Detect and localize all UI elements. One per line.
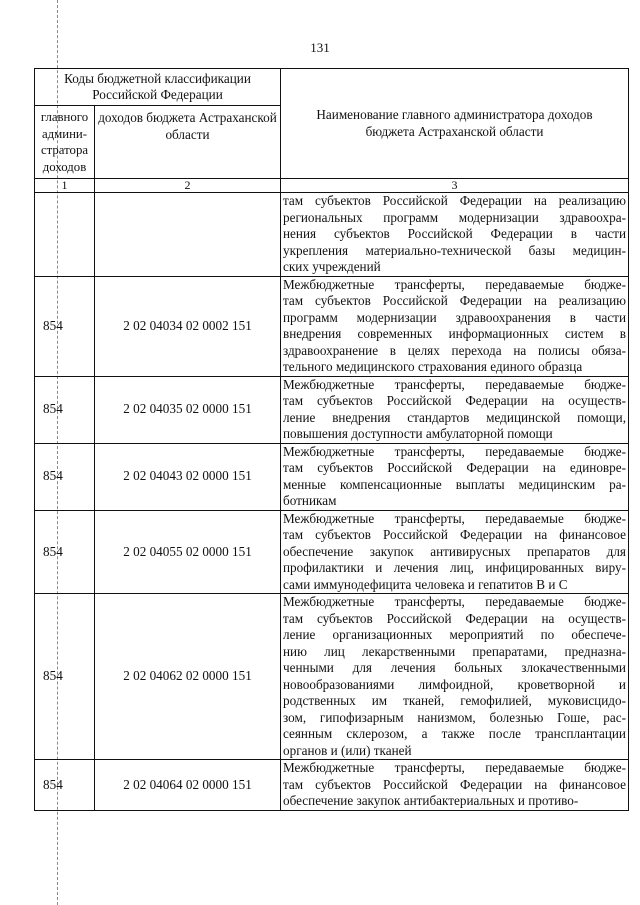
description-line: ских учреждений [283,259,381,274]
description-line: органов и (или) тканей [283,742,412,758]
revenue-code-cell [95,193,281,277]
description-cell [281,443,629,510]
description-line: обеспечение закупок антивирусных препаратов для [283,543,626,559]
description-line: профилактики и лечения лиц, инфицированных виру- [283,560,626,575]
description-line: внедрения современных информационных систем в [283,326,626,341]
revenue-code-cell: 2 02 04064 02 0000 151 [95,760,281,811]
description-line: там субъектов Российской Федерации на реализацию [283,293,626,308]
admin-code-cell: 854 [35,376,95,443]
description-cell [281,594,629,760]
table-row [35,376,629,443]
table-row [35,443,629,510]
table-row [35,594,629,760]
budget-classification-table [34,68,629,811]
table-row [35,193,629,277]
description-line: обеспечение закупок антибактериальных и противо- [283,793,579,808]
description-line: Межбюджетные трансферты, передаваемые бюдже- [283,510,626,526]
table-body [35,69,629,811]
description-line: ление внедрения стандартов медицинской помощи, [283,409,626,425]
description-line: там субъектов Российской Федерации на финансовое [283,527,626,542]
table-row [35,276,629,376]
description-line: менные компенсационные выплаты медицинским ра- [283,476,626,492]
column-number-2: 2 [95,179,281,193]
description-line: там субъектов Российской Федерации на осуществ- [283,610,626,626]
column-number-row [35,179,629,193]
admin-code-cell [35,193,95,277]
column-number-1: 1 [35,179,95,193]
admin-code-cell: 854 [35,760,95,811]
revenue-code-cell: 2 02 04062 02 0000 151 [95,594,281,760]
description-line: там субъектов Российской Федерации на осуществ- [283,393,626,408]
table-row [35,760,629,811]
description-line: Межбюджетные трансферты, передаваемые бюдже- [283,594,626,609]
header-budget-codes: Коды бюджетной классификации Российской Федерации [35,69,281,106]
admin-code-cell: 854 [35,443,95,510]
admin-code-cell: 854 [35,276,95,376]
description-line: Межбюджетные трансферты, передаваемые бюдже- [283,443,626,459]
description-line: там субъектов Российской Федерации на единовре- [283,460,626,475]
description-line: программ модернизации здравоохранения в части [283,309,626,325]
description-line: нения субъектов Российской Федерации в части [283,226,626,241]
description-line: здравоохранение в целях перехода на полисы обяза- [283,342,626,358]
description-line: нию лиц лекарственными препаратами, предназна- [283,643,626,659]
description-cell [281,376,629,443]
header-administrator-name: Наименование главного администратора доходов бюджета Астраханской области [281,69,629,179]
description-line: региональных программ модернизации здравоохра- [283,209,626,225]
description-line: повышения доступности амбулаторной помощи [283,426,553,441]
description-line: тельного медицинского страхования единого образца [283,359,583,374]
description-line: зом, гипофизарным нанизмом, болезнью Гоше, рас- [283,709,626,725]
header-chief-administrator: главного админи-стратора доходов [35,106,95,179]
description-cell [281,276,629,376]
description-line: укрепления материально-технической базы медицин- [283,242,626,258]
page-number: 131 [310,40,330,55]
revenue-code-cell: 2 02 04034 02 0002 151 [95,276,281,376]
description-line: Межбюджетные трансферты, передаваемые бюдже- [283,276,626,292]
description-line: сами иммунодефицита человека и гепатитов В и С [283,576,568,592]
revenue-code-cell: 2 02 04035 02 0000 151 [95,376,281,443]
description-line: Межбюджетные трансферты, передаваемые бюдже- [283,760,626,775]
header-budget-revenue: доходов бюджета Астраханской области [95,106,281,179]
description-line: там субъектов Российской Федерации на реализацию [283,193,626,208]
description-line: ченными для лечения больных злокачественными [283,660,626,675]
description-line: ление организационных мероприятий по обеспече- [283,627,626,642]
description-cell [281,760,629,811]
description-cell [281,193,629,277]
revenue-code-cell: 2 02 04055 02 0000 151 [95,510,281,594]
column-number-3: 3 [281,179,629,193]
description-line: ботникам [283,493,337,508]
description-line: сеянным склерозом, а также после трансплантации [283,726,626,741]
admin-code-cell: 854 [35,594,95,760]
description-cell [281,510,629,594]
revenue-code-cell: 2 02 04043 02 0000 151 [95,443,281,510]
description-line: Межбюджетные трансферты, передаваемые бюдже- [283,376,626,392]
description-line: родственных им тканей, гемофилией, муковисцидо- [283,693,626,708]
table-row [35,510,629,594]
description-line: новообразованиями лимфоидной, кроветворной и [283,676,626,692]
admin-code-cell: 854 [35,510,95,594]
header-row-group [35,69,629,106]
description-line: там субъектов Российской Федерации на финансовое [283,776,626,792]
